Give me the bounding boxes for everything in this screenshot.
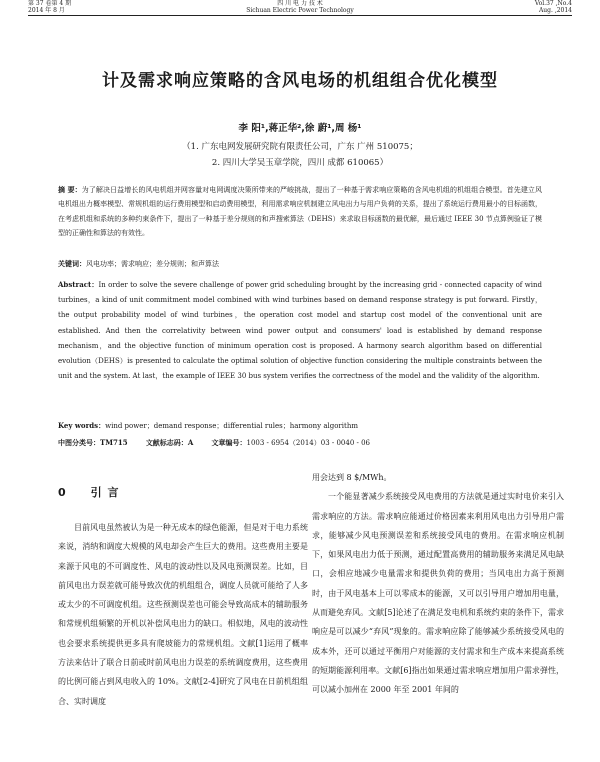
clc-code <box>58 439 128 447</box>
header-rule <box>28 15 572 16</box>
volume-issue: 第 37 卷第 4 期 <box>28 0 72 7</box>
doc-value: A <box>187 438 194 447</box>
section-heading <box>58 484 120 500</box>
section-title: 引 言 <box>90 486 120 499</box>
clc-value: TM715 <box>100 438 128 447</box>
keywords-cn-label: 关键词： <box>58 259 86 268</box>
article-label: 文章编号： <box>211 438 247 447</box>
classification-line <box>58 436 542 450</box>
keywords-en-label: Key words： <box>58 421 106 430</box>
left-column <box>58 518 308 711</box>
abstract-cn-label: 摘 要： <box>58 185 82 194</box>
issue-info <box>28 0 71 14</box>
doc-code <box>146 439 193 447</box>
body-paragraph: 用会达到 8 $/MWh。 <box>312 473 392 482</box>
volume-issue-en: Vol.37 ,No.4 <box>534 0 572 7</box>
affiliation-2: 2. 四川大学吴玉章学院，四川 成都 610065） <box>211 158 389 168</box>
article-value: 1003 - 6954（2014）03 - 0040 - 06 <box>246 439 371 447</box>
keywords-en <box>58 419 542 433</box>
abstract-cn <box>58 183 542 241</box>
abstract-en <box>58 277 542 384</box>
abstract-en-label: Abstract： <box>58 280 99 289</box>
article-number <box>211 439 386 447</box>
right-column <box>312 468 564 700</box>
body-paragraph: 目前风电虽然被认为是一种无成本的绿色能源，但是对于电力系统来说，消纳和调度大规模的风电却会产生巨大的费用。这些费用主要是来源于风电的不可调度性、风电的波动性以及风电预测误差。比如，目前风电出力误差就可能导致次优的机组组合，调度人员就可能给了人多或太少的不可调度机组。这些预测误差也可能会导致高成本的辅助服务和常规机组频繁的开机以补偿风电出力的缺口。相似地，风电的波动性也会要求系统提供更多具有爬坡能力的常规机组。文献[1]运用了概率方法来估计了联合日前或时前风电出力误差的系统调度费用，这些费用的比例可能占到风电收入的 10%。文献[2-4]研究了风电在日前机组组合、实时调度 <box>58 523 308 706</box>
doc-label: 文献标志码： <box>145 438 188 447</box>
keywords-en-text: wind power；demand response；differential rules；harmony algorithm <box>105 422 358 430</box>
journal-name <box>200 0 400 14</box>
issue-date: 2014 年 8 月 <box>28 7 65 14</box>
body-paragraph: 一个能显著减少系统接受风电费用的方法就是通过实时电价来引入需求响应的方法。需求响应能通过价格因素来利用风电出力引导用户需求，能够减少风电预测误差和系统接受风电的费用。在需求响应机制下，如果风电出力低于预测，通过配置高费用的辅助服务来满足风电缺口，会相应地减少电量需求和提供负荷的费用；当风电出力高于预测时，由于风电基本上可以零成本的能源，又可以引导用户增加用电量，从而避免弃风。文献[5]论述了在满足发电机和系统约束的条件下，需求响应是可以减少“弃风”现象的。需求响应除了能够减少系统接受风电的成本外，还可以通过平衡用户对能源的支付需求和生产成本来提高系统的短期能源利用率。文献[6]指出如果通过需求响应增加用户需求弹性，可以减小加州在 2000 年至 2001 年间的 <box>312 492 564 695</box>
issue-date-en: Aug. ,2014 <box>538 7 572 14</box>
author-list: 李 阳¹,蒋正华²,徐 蔚¹,周 杨¹ <box>238 123 362 134</box>
journal-header <box>0 0 600 15</box>
keywords-cn <box>58 257 542 271</box>
keywords-cn-text: 风电功率；需求响应；差分规则；和声算法 <box>86 260 219 268</box>
abstract-cn-text: 为了解决日益增长的风电机组并网容量对电网调度决策所带来的严峻挑战，提出了一种基于需求响应策略的含风电机组的机组组合模型。首先建立风电机组出力概率模型、常规机组的运行费用模型和启动费用模型，利用需求响应机制建立风电出力与用户负荷的关系，提出了系统运行费用最小的目标函数，在考虑机组和系统的多种约束条件下，提出了一种基于差分规则的和声搜索算法（DEHS）来求取目标函数的最优解，最后通过 IEEE 30 节点算例验证了模型的正确性和算法的有效性。 <box>58 186 542 238</box>
issue-info-en <box>535 0 572 14</box>
journal-name-en: Sichuan Electric Power Technology <box>246 7 354 14</box>
journal-name-cn: 四 川 电 力 技 术 <box>277 0 323 7</box>
clc-label: 中图分类号： <box>58 438 100 447</box>
paper-title: 计及需求响应策略的含风电场的机组组合优化模型 <box>102 71 498 91</box>
affiliation-1: （1. 广东电网发展研究院有限责任公司，广东 广州 510075； <box>182 142 418 152</box>
section-number: 0 <box>58 486 67 499</box>
abstract-en-text: In order to solve the severe challenge of power grid scheduling brought by the increasing grid - connected capacity of wind turbines，a kind of unit commitment model combined with wind turbines based on demand response strategy is put forward. Firstly，the output probability model of wind turbines，the operation cost model and startup cost model of the conventional unit are established. And then the correlativity between wind power output and consumers' load is established by demand response mechanism，and the objective function of minimum operation cost is proposed. A harmony search algorithm based on differential evolution（DEHS）is presented to calculate the optimal solution of objective function considering the multiple constraints between the unit and the system. At last，the example of IEEE 30 bus system verifies the correctness of the model and the validity of the algorithm. <box>58 281 542 381</box>
